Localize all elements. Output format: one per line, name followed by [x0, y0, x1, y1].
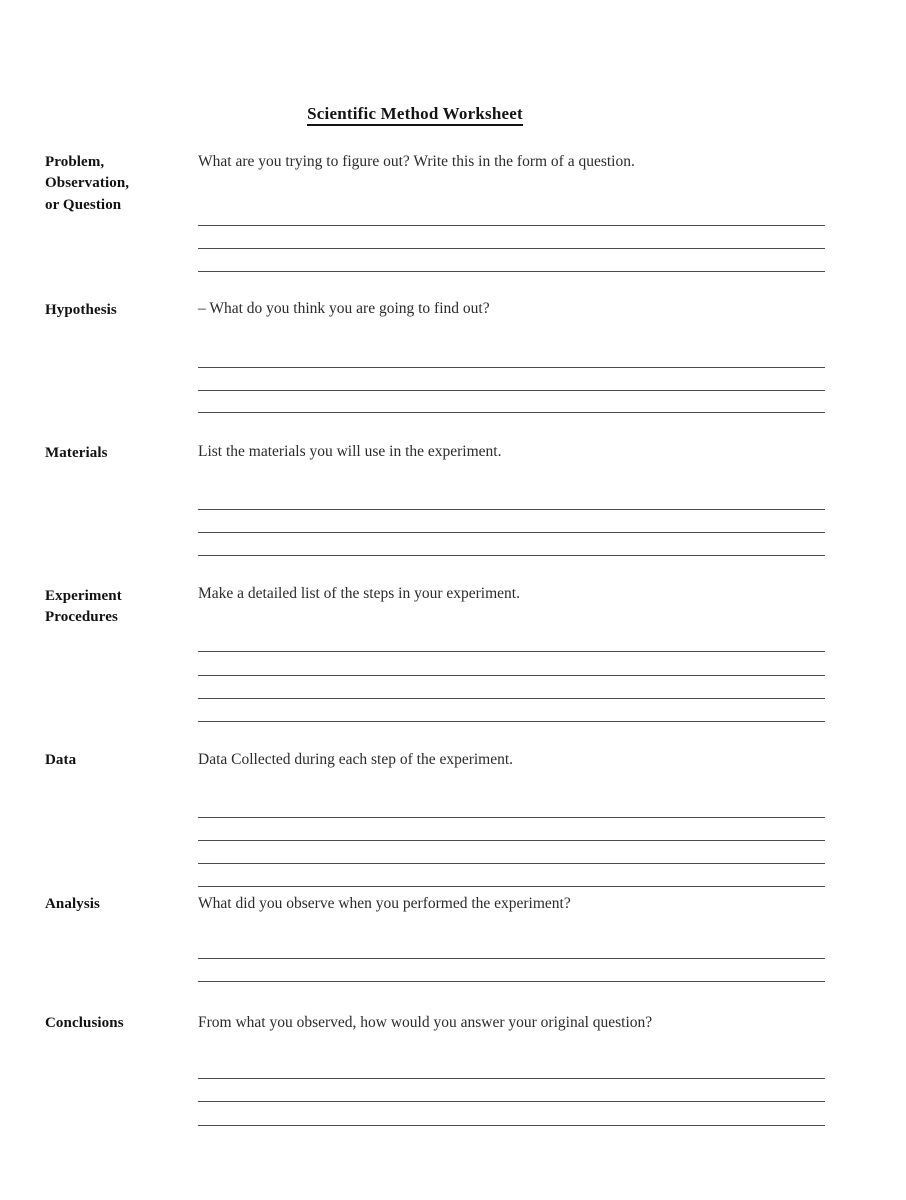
- answer-line[interactable]: [198, 886, 825, 887]
- answer-line[interactable]: [198, 817, 825, 818]
- answer-line[interactable]: [198, 1125, 825, 1126]
- section-prompt-problem: What are you trying to figure out? Write this in the form of a question.: [198, 153, 635, 170]
- answer-line[interactable]: [198, 981, 825, 982]
- section-label-experiment-procedures: [45, 586, 195, 629]
- answer-line[interactable]: [198, 390, 825, 391]
- section-label-line: Observation,: [45, 175, 130, 192]
- section-label-hypothesis: [45, 300, 195, 321]
- answer-line[interactable]: [198, 675, 825, 676]
- section-label-line: Procedures: [45, 609, 118, 626]
- section-label-line: Materials: [45, 445, 108, 461]
- section-label-problem: [45, 152, 195, 216]
- section-prompt-experiment-procedures: Make a detailed list of the steps in your experiment.: [198, 585, 520, 602]
- answer-line[interactable]: [198, 721, 825, 722]
- section-prompt-analysis: What did you observe when you performed the experiment?: [198, 895, 571, 912]
- section-label-line: Data: [45, 752, 77, 768]
- answer-line[interactable]: [198, 863, 825, 864]
- answer-line[interactable]: [198, 412, 825, 413]
- section-label-line: Conclusions: [45, 1015, 124, 1031]
- answer-line[interactable]: [198, 840, 825, 841]
- section-label-conclusions: [45, 1013, 195, 1034]
- answer-line[interactable]: [198, 225, 825, 226]
- section-prompt-hypothesis: – What do you think you are going to find out?: [198, 300, 490, 317]
- answer-line[interactable]: [198, 958, 825, 959]
- section-label-data: [45, 750, 195, 771]
- section-label-analysis: [45, 894, 195, 915]
- section-label-materials: [45, 443, 195, 464]
- answer-line[interactable]: [198, 509, 825, 510]
- answer-line[interactable]: [198, 1078, 825, 1079]
- section-prompt-materials: List the materials you will use in the experiment.: [198, 443, 502, 460]
- section-label-line: Analysis: [45, 896, 100, 912]
- section-label-line: Problem,: [45, 154, 105, 170]
- answer-line[interactable]: [198, 698, 825, 699]
- section-prompt-data: Data Collected during each step of the experiment.: [198, 751, 514, 768]
- page-title: [0, 104, 830, 124]
- answer-line[interactable]: [198, 532, 825, 533]
- answer-line[interactable]: [198, 555, 825, 556]
- section-label-line: Experiment: [45, 588, 122, 604]
- section-prompt-conclusions: From what you observed, how would you answer your original question?: [198, 1014, 653, 1031]
- page-title-text: Scientific Method Worksheet: [307, 104, 523, 126]
- answer-line[interactable]: [198, 367, 825, 368]
- answer-line[interactable]: [198, 271, 825, 272]
- section-label-line: or Question: [45, 196, 122, 213]
- answer-line[interactable]: [198, 248, 825, 249]
- answer-line[interactable]: [198, 651, 825, 652]
- section-label-line: Hypothesis: [45, 302, 117, 318]
- answer-line[interactable]: [198, 1101, 825, 1102]
